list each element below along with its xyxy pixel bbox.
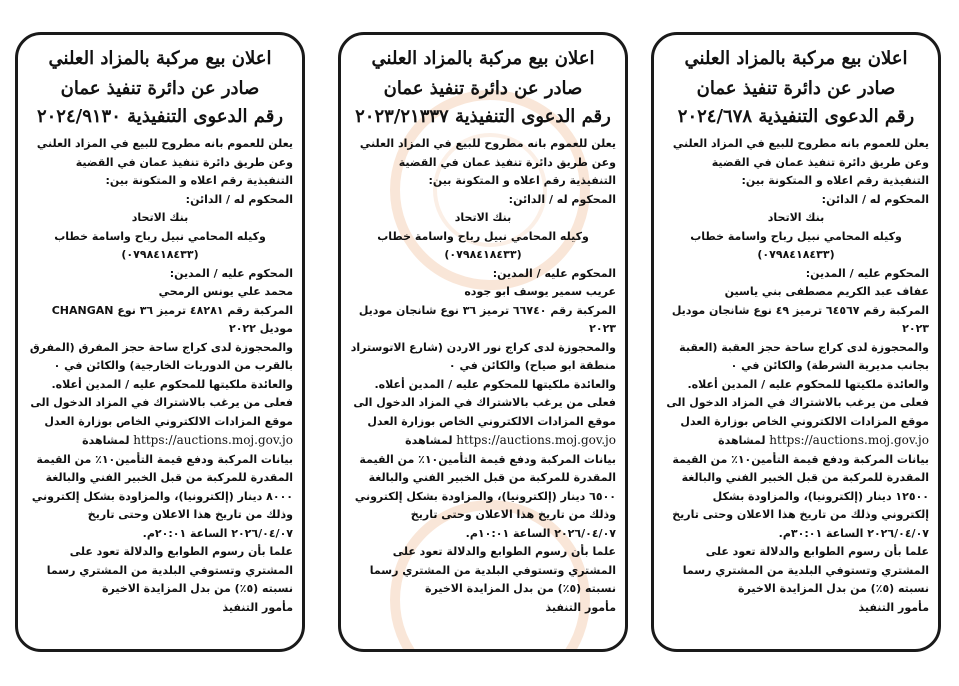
lawyer-phone: (٠٧٩٨٤١٨٤٣٣) [757,248,835,261]
creditor-name: بنك الاتحاد [767,211,825,224]
lawyer-name: وكيله المحامي نبيل رباح واسامة خطاب [690,229,902,243]
lawyer-phone: (٠٧٩٨٤١٨٤٣٣) [444,248,522,261]
ad-title: اعلان بيع مركبة بالمزاد العلني [371,48,595,69]
debtor-name: عفاف عبد الكريم مصطفى بني ياسين [724,285,929,298]
signoff: مأمور التنفيذ [545,600,616,614]
ad-body [27,135,293,617]
auction-url-link[interactable]: https://auctions.moj.gov.jo [769,433,929,447]
vehicle-details [663,302,929,339]
case-number: رقم الدعوى التنفيذية ٢٠٢٣/٢١٣٣٧ [355,106,611,127]
auction-ad-card [338,32,628,652]
creditor-name: بنك الاتحاد [131,211,189,224]
creditor-label: المحكوم له / الدائن: [185,192,293,206]
ownership-text: والعائدة ملكيتها للمحكوم عليه / المدين أعلاه. [51,377,293,391]
seizure-location: والمحجوزة لدى كراج ساحة حجز العقبة (العقبة بجانب مديرية الشرطة) والكائن في ٠ [679,340,929,372]
signoff: مأمور التنفيذ [858,600,929,614]
debtor-label: المحكوم عليه / المدين: [169,266,293,280]
creditor-label: المحكوم له / الدائن: [508,192,616,206]
deposit-text: بيانات المركبة ودفع قيمة التأمين١٠٪ من القيمة المقدرة للمركبة من قبل الخبير الفني والبالغة ٨٠٠٠ دينار (إلكترونيا)، والمزاودة بشكل إلكتروني وذلك من تاريخ هذا الاعلان وحتى تاريخ ٢٠٢٦/٠٤/٠٧ الساعة ٢٠:٠١م. [31,452,293,540]
intro-text: يعلن للعموم بانه مطروح للبيع في المزاد العلني وعن طريق دائرة تنفيذ عمان في القضية التنفيذية رقم اعلاه و المتكونة بين: [36,137,293,187]
vehicle-details [27,302,293,339]
ad-body [663,135,929,617]
lawyer-name: وكيله المحامي نبيل رباح واسامة خطاب [377,229,589,243]
ad-title: اعلان بيع مركبة بالمزاد العلني [48,48,272,69]
ad-subtitle: صادر عن دائرة تنفيذ عمان [60,78,260,99]
lawyer-name: وكيله المحامي نبيل رباح واسامة خطاب [54,229,266,243]
url-line [350,431,616,451]
vehicle-text: المركبة رقم ٤٨٢٨١ ترميز ٣٦ نوع [117,303,293,317]
view-label: لمشاهدة [405,434,453,447]
debtor-label: المحكوم عليه / المدين: [492,266,616,280]
participation-text: فعلى من يرغب بالاشتراك في المزاد الدخول الى موقع المزادات الالكتروني الخاص بوزارة العدل [30,396,293,428]
case-number: رقم الدعوى التنفيذية ٢٠٢٤/٦٧٨ [677,106,915,127]
ad-title: اعلان بيع مركبة بالمزاد العلني [684,48,908,69]
deposit-text: بيانات المركبة ودفع قيمة التأمين١٠٪ من القيمة المقدرة للمركبة من قبل الخبير الفني والبالغة ٦٥٠٠ دينار (إلكترونيا)، والمزاودة بشكل إلكتروني وذلك من تاريخ هذا الاعلان وحتى تاريخ ٢٠٢٦/٠٤/٠٧ الساعة ١٠:٠١م. [354,452,616,540]
view-label: لمشاهدة [82,434,130,447]
auction-ad-card [651,32,941,652]
vehicle-details [350,302,616,339]
seizure-location: والمحجوزة لدى كراج نور الاردن (شارع الاتوستراد منطقة ابو صياح) والكائن في ٠ [350,340,616,372]
vehicle-extra: CHANGAN موديل ٢٠٢٢ [51,303,293,335]
deposit-text: بيانات المركبة ودفع قيمة التأمين١٠٪ من القيمة المقدرة للمركبة من قبل الخبير الفني والبالغة ١٢٥٠٠ دينار (إلكترونيا)، والمزاودة بشكل إلكتروني وذلك من تاريخ هذا الاعلان وحتى تاريخ ٢٠٢٦/٠٤/٠٧ الساعة ٣٠:٠١م. [672,452,929,540]
intro-text: يعلن للعموم بانه مطروح للبيع في المزاد العلني وعن طريق دائرة تنفيذ عمان في القضية التنفيذية رقم اعلاه و المتكونة بين: [359,137,616,187]
lawyer-phone: (٠٧٩٨٤١٨٤٣٣) [121,248,199,261]
ownership-text: والعائدة ملكيتها للمحكوم عليه / المدين أعلاه. [374,377,616,391]
vehicle-text: المركبة رقم ٦٤٥٦٧ ترميز ٤٩ نوع شانجان موديل ٢٠٢٣ [671,303,929,335]
creditor-name: بنك الاتحاد [454,211,512,224]
creditor-label: المحكوم له / الدائن: [821,192,929,206]
debtor-name: عريب سمير يوسف ابو جوده [464,285,616,298]
fees-text: علما بأن رسوم الطوابع والدلالة تعود على المشتري وتستوفي البلدية من المشتري رسما نسبته (٥٪) من بدل المزايدة الاخيرة [682,545,929,595]
ad-subtitle: صادر عن دائرة تنفيذ عمان [383,78,583,99]
url-line [663,431,929,451]
participation-text: فعلى من يرغب بالاشتراك في المزاد الدخول الى موقع المزادات الالكتروني الخاص بوزارة العدل [666,396,929,428]
auction-ad-card [15,32,305,652]
view-label: لمشاهدة [718,434,766,447]
ad-body [350,135,616,617]
auction-url-link[interactable]: https://auctions.moj.gov.jo [456,433,616,447]
debtor-label: المحكوم عليه / المدين: [805,266,929,280]
intro-text: يعلن للعموم بانه مطروح للبيع في المزاد العلني وعن طريق دائرة تنفيذ عمان في القضية التنفيذية رقم اعلاه و المتكونة بين: [672,137,929,187]
participation-text: فعلى من يرغب بالاشتراك في المزاد الدخول الى موقع المزادات الالكتروني الخاص بوزارة العدل [353,396,616,428]
signoff: مأمور التنفيذ [222,600,293,614]
case-number: رقم الدعوى التنفيذية ٢٠٢٤/٩١٣٠ [36,106,284,127]
seizure-location: والمحجوزة لدى كراج ساحة حجز المفرق (المفرق بالقرب من الدوريات الخارجية) والكائن في ٠ [29,340,293,372]
ownership-text: والعائدة ملكيتها للمحكوم عليه / المدين أعلاه. [687,377,929,391]
vehicle-text: المركبة رقم ٦٦٧٤٠ ترميز ٣٦ نوع شانجان موديل ٢٠٢٣ [358,303,616,335]
fees-text: علما بأن رسوم الطوابع والدلالة تعود على المشتري وتستوفي البلدية من المشتري رسما نسبته (٥٪) من بدل المزايدة الاخيرة [369,545,616,595]
auction-url-link[interactable]: https://auctions.moj.gov.jo [133,433,293,447]
url-line [27,431,293,451]
fees-text: علما بأن رسوم الطوابع والدلالة تعود على المشتري وتستوفي البلدية من المشتري رسما نسبته (٥٪) من بدل المزايدة الاخيرة [46,545,293,595]
debtor-name: محمد علي يونس الرمحي [158,285,293,298]
ad-subtitle: صادر عن دائرة تنفيذ عمان [696,78,896,99]
